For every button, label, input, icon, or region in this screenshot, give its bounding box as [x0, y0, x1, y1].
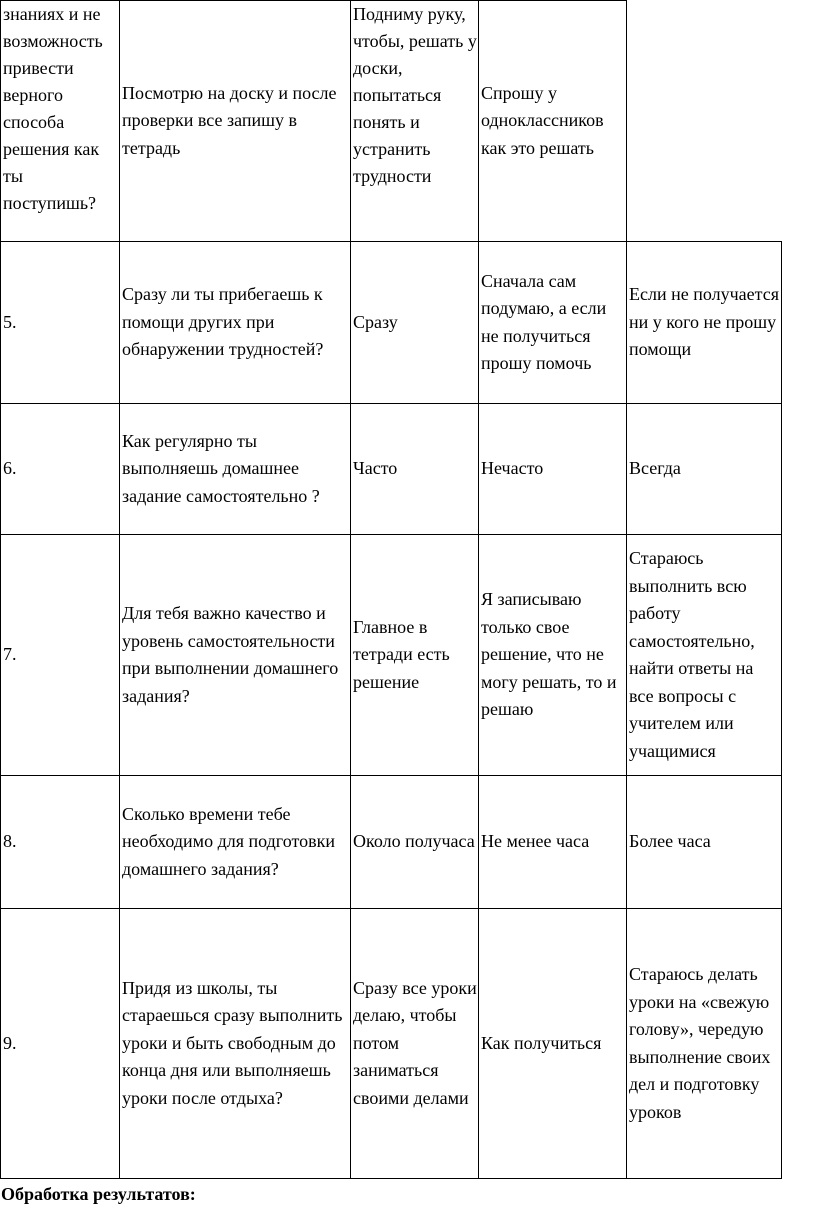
question-number: 8. [1, 776, 120, 909]
question-cell: Придя из школы, ты стараешься сразу выполнить уроки и быть свободным до конца дня или выполняешь уроки после отдыха? [120, 909, 351, 1179]
question-cell: Сразу ли ты прибегаешь к помощи других при обнаружении трудностей? [120, 242, 351, 404]
question-number: 9. [1, 909, 120, 1179]
question-cell: Для тебя важно качество и уровень самостоятельности при выполнении домашнего задания? [120, 535, 351, 776]
question-number: 7. [1, 535, 120, 776]
option-cell: Сразу все уроки делаю, чтобы потом заниматься своими делами [351, 909, 479, 1179]
question-number: 6. [1, 404, 120, 535]
option-cell: Как получиться [479, 909, 627, 1179]
option-cell: Подниму руку, чтобы, решать у доски, попытаться понять и устранить трудности [351, 1, 479, 242]
table-row [1, 404, 782, 535]
option-cell: Главное в тетради есть решение [351, 535, 479, 776]
question-cell: Как регулярно ты выполняешь домашнее задание самостоятельно ? [120, 404, 351, 535]
option-cell: Если не получается ни у кого не прошу помощи [627, 242, 782, 404]
option-cell: Не менее часа [479, 776, 627, 909]
option-cell: Посмотрю на доску и после проверки все запишу в тетрадь [120, 1, 351, 242]
question-cell: Сколько времени тебе необходимо для подготовки домашнего задания? [120, 776, 351, 909]
option-cell: Я записываю только свое решение, что не могу решать, то и решаю [479, 535, 627, 776]
table-row [1, 776, 782, 909]
empty-cell [627, 1, 782, 242]
question-cell: знаниях и не возможность привести верного способа решения как ты поступишь? [1, 1, 120, 242]
table-row [1, 535, 782, 776]
option-cell: Стараюсь выполнить всю работу самостоятельно, найти ответы на все вопросы с учителем или учащимися [627, 535, 782, 776]
results-heading: Обработка результатов: [1, 1184, 196, 1204]
option-cell: Более часа [627, 776, 782, 909]
option-cell: Стараюсь делать уроки на «свежую голову», чередую выполнение своих дел и подготовку уроков [627, 909, 782, 1179]
table-row [1, 1, 782, 242]
option-cell: Спрошу у одноклассников как это решать [479, 1, 627, 242]
table-row [1, 242, 782, 404]
option-cell: Всегда [627, 404, 782, 535]
table-row [1, 909, 782, 1179]
option-cell: Около получаса [351, 776, 479, 909]
question-number: 5. [1, 242, 120, 404]
option-cell: Нечасто [479, 404, 627, 535]
option-cell: Часто [351, 404, 479, 535]
option-cell: Сразу [351, 242, 479, 404]
option-cell: Сначала сам подумаю, а если не получиться прошу помочь [479, 242, 627, 404]
